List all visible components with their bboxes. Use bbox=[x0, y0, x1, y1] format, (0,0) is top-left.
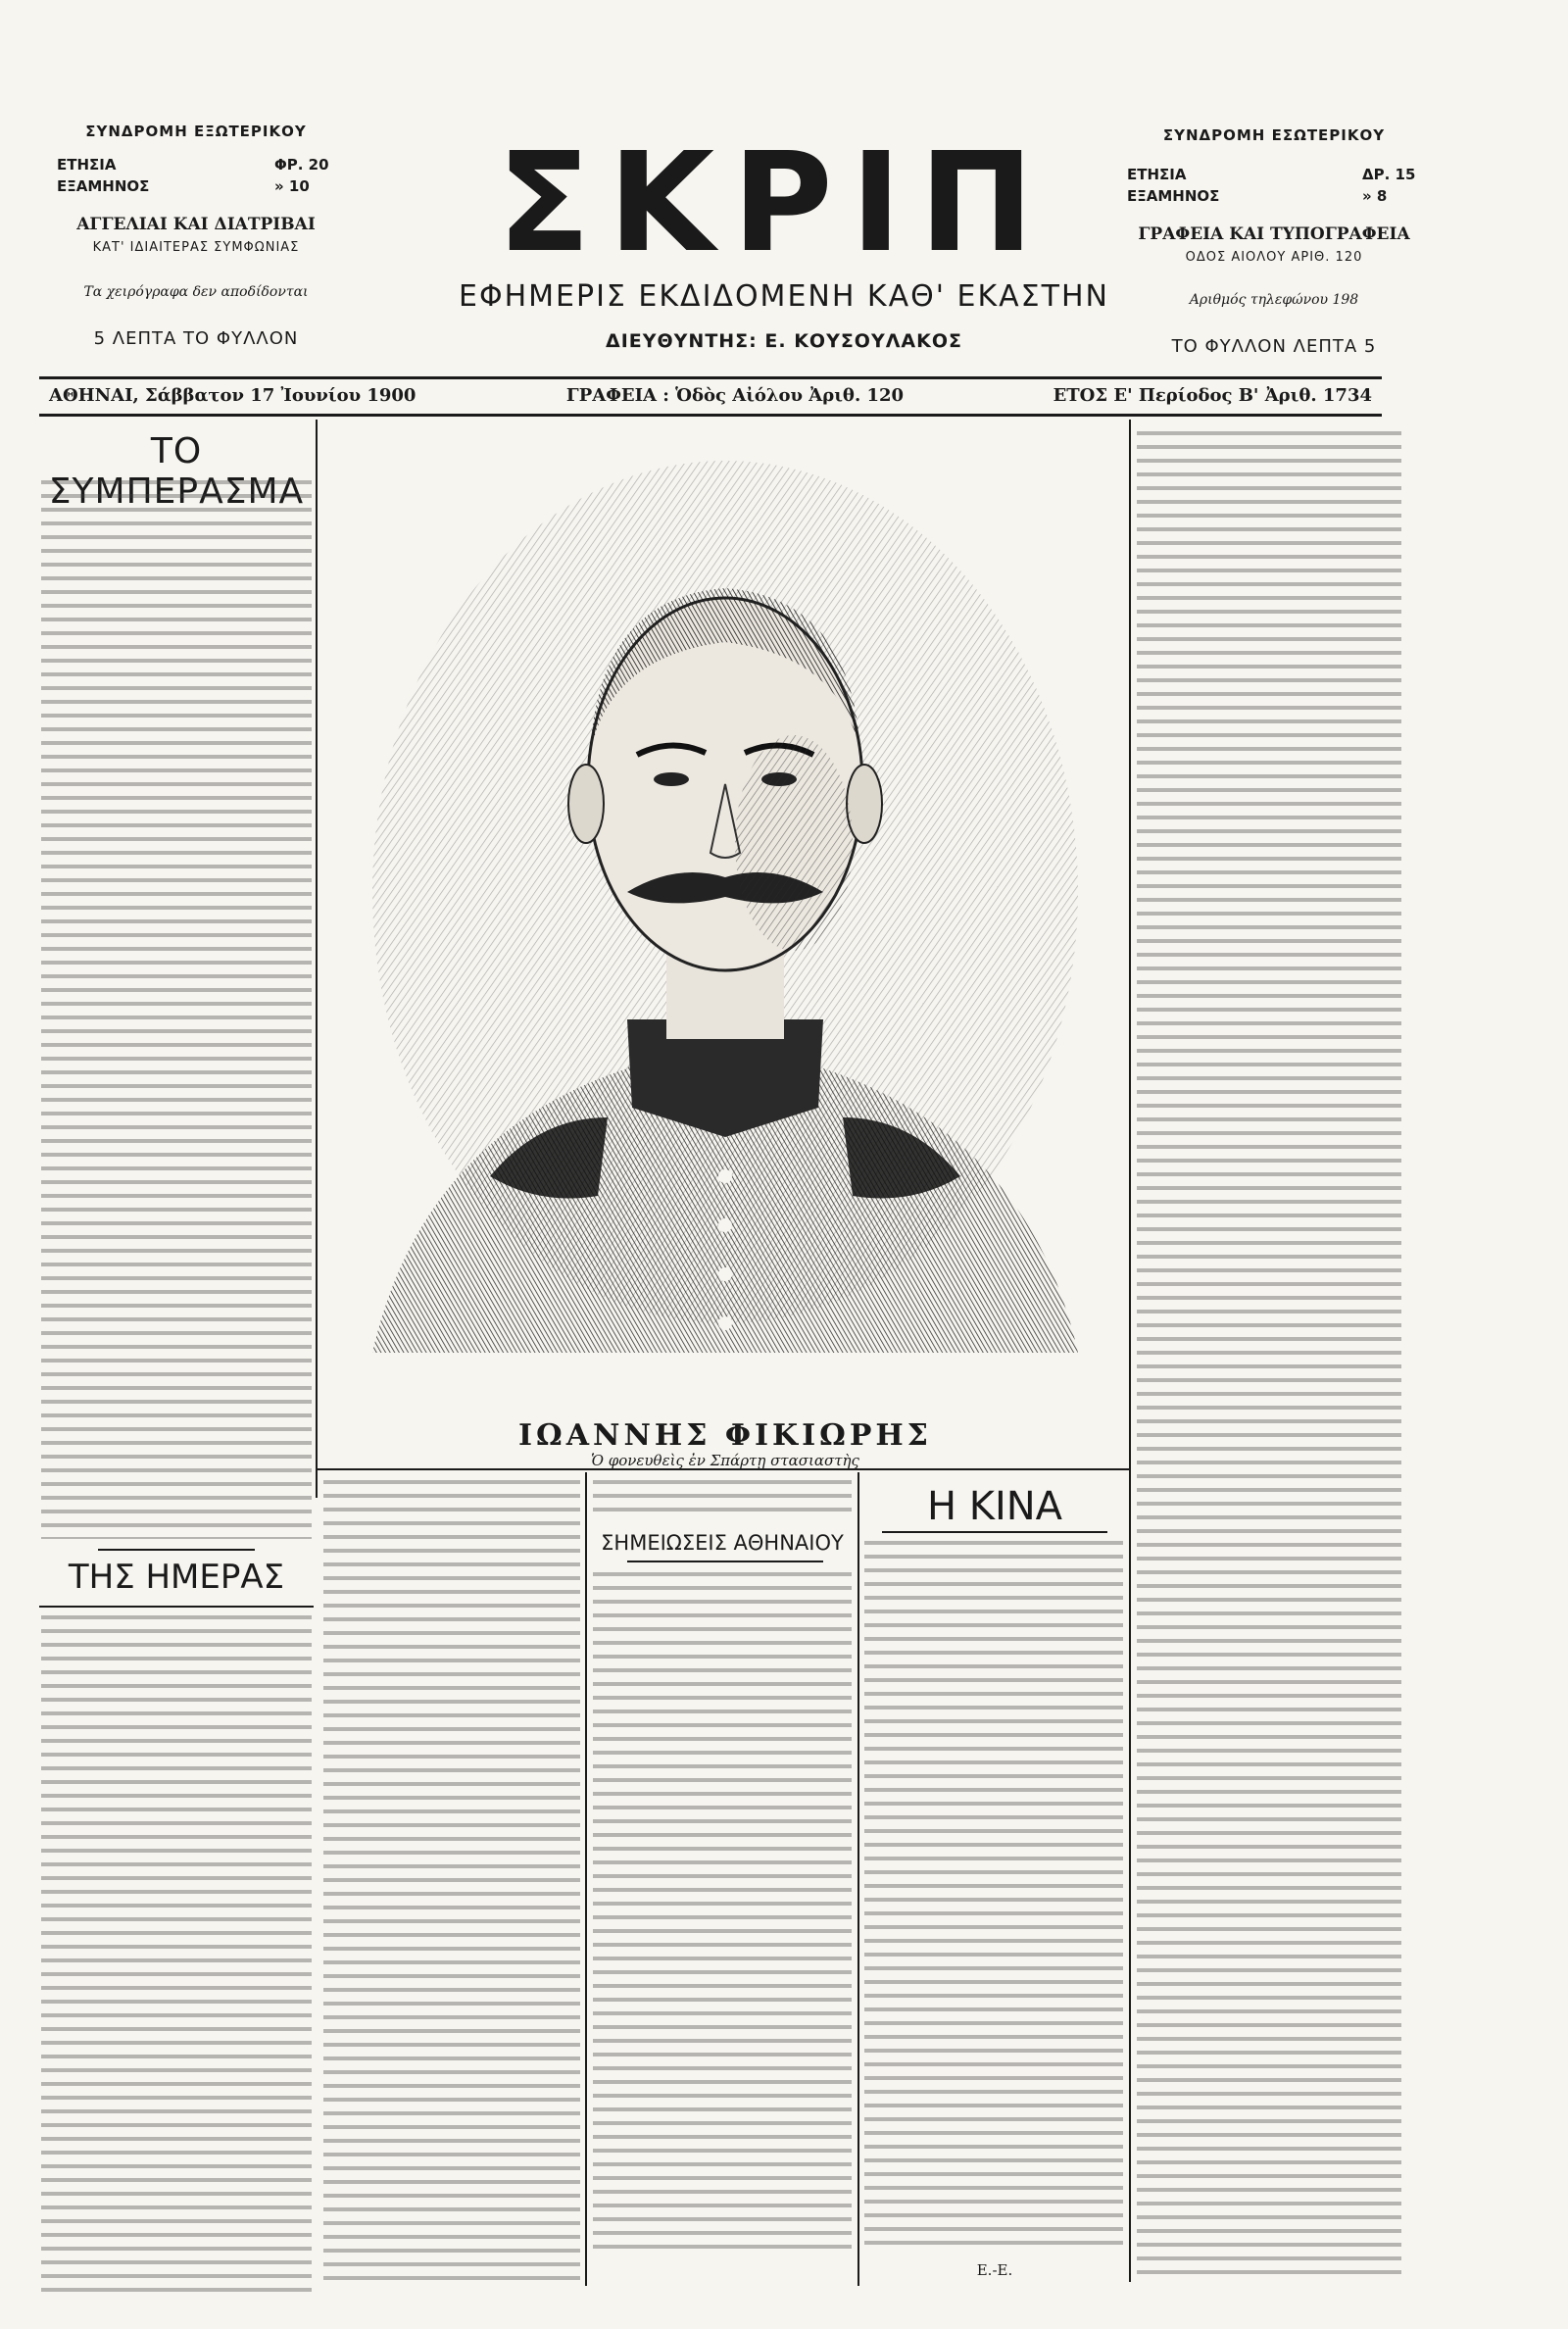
dateline-top-rule bbox=[39, 376, 1382, 379]
divider bbox=[39, 1606, 314, 1608]
divider bbox=[627, 1561, 823, 1562]
masthead-director: ΔΙΕΥΘΥΝΤΗΣ: Ε. ΚΟΥΣΟΥΛΑΚΟΣ bbox=[606, 330, 962, 352]
right-box-line2: ΟΔΟΣ ΑΙΟΛΟΥ ΑΡΙΘ. 120 bbox=[1185, 250, 1363, 265]
dateline-office: ΓΡΑΦΕΙΑ : Ὁδὸς Αἰόλου Ἀριθ. 120 bbox=[565, 385, 905, 406]
right-row1-value: ΔΡ. 15 bbox=[1362, 166, 1416, 183]
article-title-conclusion: ΤΟ ΣΥΜΠΕΡΑΣΜΑ bbox=[48, 431, 305, 513]
right-box-line3: Αριθμός τηλεφώνου 198 bbox=[1189, 292, 1359, 308]
article-body-notes bbox=[593, 1572, 852, 2258]
column-rule-right bbox=[1129, 420, 1131, 2282]
divider bbox=[882, 1531, 1107, 1533]
article-body-day bbox=[41, 1615, 312, 2292]
article-title-notes: ΣΗΜΕΙΩΣΕΙΣ ΑΘΗΝΑΙΟΥ bbox=[601, 1531, 844, 1555]
left-box-price: 5 ΛΕΠΤΑ ΤΟ ΦΥΛΛΟΝ bbox=[93, 328, 299, 349]
left-box-heading: ΣΥΝΔΡΟΜΗ ΕΞΩΤΕΡΙΚΟΥ bbox=[85, 123, 307, 140]
article-body-china-continued bbox=[1137, 431, 1401, 2284]
right-box-line1: ΓΡΑΦΕΙΑ ΚΑΙ ΤΥΠΟΓΡΑΦΕΙΑ bbox=[1138, 224, 1410, 244]
right-row2-label: ΕΞΑΜΗΝΟΣ bbox=[1127, 187, 1220, 205]
left-row1-label: ΕΤΗΣΙΑ bbox=[57, 156, 117, 173]
portrait-illustration bbox=[333, 431, 1117, 1412]
dateline-issue: ΕΤΟΣ Ε' Περίοδος Β' Ἀριθ. 1734 bbox=[1053, 385, 1372, 406]
left-box-line1: ΑΓΓΕΛΙΑΙ ΚΑΙ ΔΙΑΤΡΙΒΑΙ bbox=[76, 215, 316, 234]
dateline-bottom-rule bbox=[39, 414, 1382, 417]
portrait-caption-name: ΙΩΑΝΝΗΣ ΦΙΚΙΩΡΗΣ bbox=[518, 1418, 932, 1453]
article-title-china: Η ΚΙΝΑ bbox=[926, 1484, 1063, 1529]
divider bbox=[98, 1549, 255, 1551]
article-body-conclusion bbox=[41, 480, 312, 1539]
right-row2-value: » 8 bbox=[1362, 187, 1388, 205]
left-row2-value: » 10 bbox=[274, 177, 310, 195]
column-rule-b1 bbox=[585, 1472, 587, 2286]
article-body-notes-intro bbox=[593, 1480, 852, 1521]
right-box-price: ΤΟ ΦΥΛΛΟΝ ΛΕΠΤΑ 5 bbox=[1171, 336, 1377, 357]
column-rule-b2 bbox=[858, 1472, 859, 2286]
portrait-caption-sub: Ὁ φονευθεὶς ἐν Σπάρτῃ στασιαστὴς bbox=[591, 1452, 859, 1469]
article-title-day: ΤΗΣ ΗΜΕΡΑΣ bbox=[68, 1558, 285, 1597]
left-box-line2: ΚΑΤ' ΙΔΙΑΙΤΕΡΑΣ ΣΥΜΦΩΝΙΑΣ bbox=[92, 240, 300, 255]
right-row1-label: ΕΤΗΣΙΑ bbox=[1127, 166, 1187, 183]
masthead-subtitle: ΕΦΗΜΕΡΙΣ ΕΚΔΙΔΟΜΕΝΗ ΚΑΘ' ΕΚΑΣΤΗΝ bbox=[459, 279, 1109, 314]
dateline-date: ΑΘΗΝΑΙ, Σάββατον 17 Ἰουνίου 1900 bbox=[49, 385, 416, 406]
left-box-line3: Τα χειρόγραφα δεν αποδίδονται bbox=[83, 284, 309, 300]
article-body-middle-1 bbox=[323, 1480, 580, 2284]
left-row2-label: ΕΞΑΜΗΝΟΣ bbox=[57, 177, 150, 195]
article-signature: Ε.-Ε. bbox=[976, 2261, 1013, 2279]
column-rule-left bbox=[316, 420, 318, 1498]
right-box-heading: ΣΥΝΔΡΟΜΗ ΕΣΩΤΕΡΙΚΟΥ bbox=[1162, 126, 1386, 144]
masthead-title: ΣΚΡΙΠ bbox=[497, 124, 1052, 283]
article-body-china bbox=[864, 1541, 1123, 2247]
left-row1-value: ΦΡ. 20 bbox=[274, 156, 329, 173]
